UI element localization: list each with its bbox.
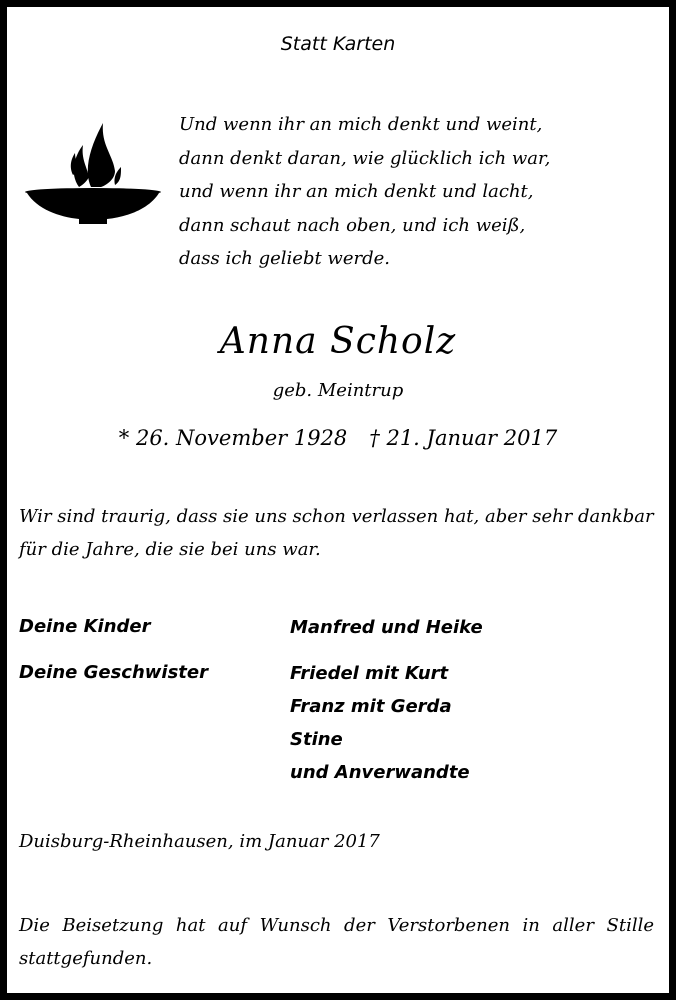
poem-line: Und wenn ihr an mich denkt und weint,	[179, 114, 543, 135]
notice-header: Statt Karten	[280, 33, 396, 55]
birth-name: geb. Meintrup	[272, 380, 404, 401]
life-dates	[7, 426, 669, 450]
poem-line: und wenn ihr an mich denkt und lacht,	[179, 181, 534, 202]
death-date: † 21. Januar 2017	[369, 426, 558, 450]
message-paragraph: Wir sind traurig, dass sie uns schon verlassen hat, aber sehr dankbar für die Jahre, die sie bei uns war.	[19, 506, 654, 560]
poem-line: dass ich geliebt werde.	[179, 248, 390, 269]
deceased-name: Anna Scholz	[219, 321, 457, 362]
flame-bowl-icon	[17, 115, 167, 230]
poem	[179, 108, 550, 276]
burial-note: Die Beisetzung hat auf Wunsch der Verstorbenen in aller Stille stattgefunden.	[19, 915, 654, 969]
relative-name: Friedel mit Kurt	[290, 663, 449, 684]
relative-name: Stine	[290, 729, 343, 750]
place-date: Duisburg-Rheinhausen, im Januar 2017	[19, 831, 380, 852]
birth-date: * 26. November 1928	[118, 426, 348, 450]
relative-label-siblings: Deine Geschwister	[19, 662, 208, 683]
relative-name: Manfred und Heike	[290, 617, 483, 638]
relative-names-siblings	[290, 657, 470, 789]
poem-line: dann denkt daran, wie glücklich ich war,	[179, 147, 551, 169]
relative-name: Franz mit Gerda	[290, 696, 452, 717]
relative-label-children: Deine Kinder	[19, 616, 151, 637]
poem-line: dann schaut nach oben, und ich weiß,	[179, 214, 526, 236]
relative-name: und Anverwandte	[290, 762, 470, 783]
relative-names-children	[290, 611, 483, 644]
